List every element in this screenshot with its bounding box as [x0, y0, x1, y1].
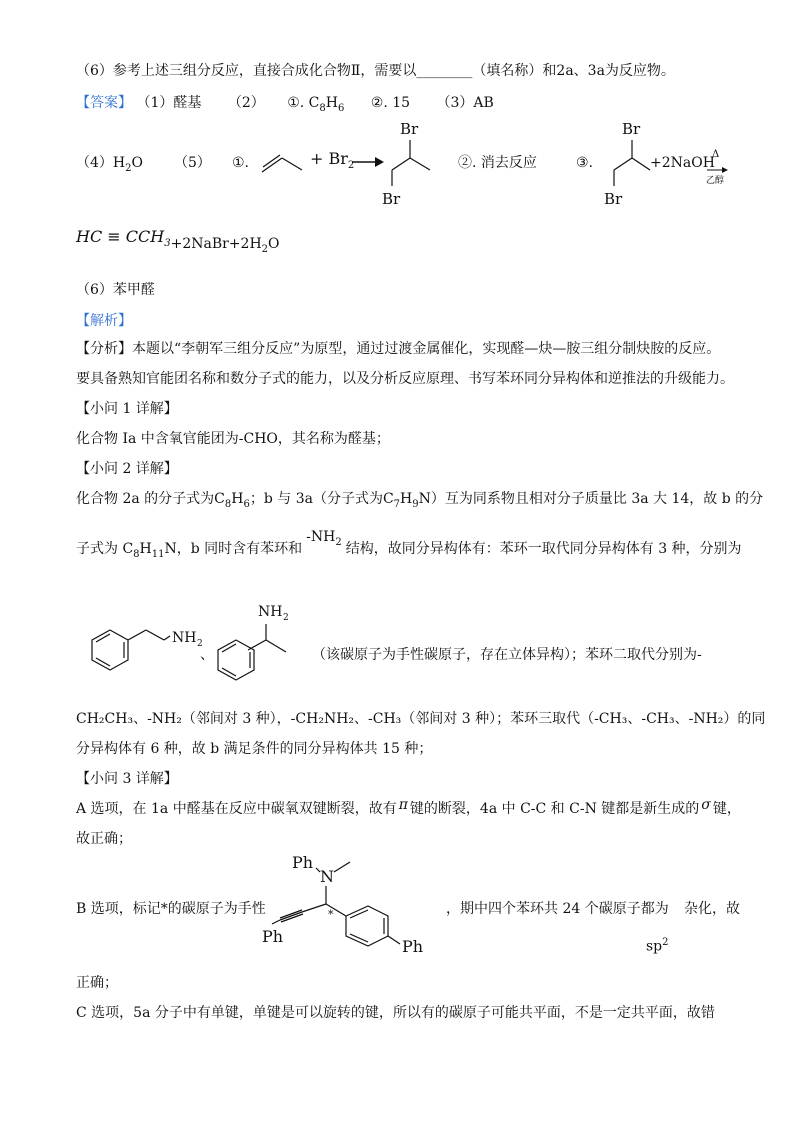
answer-3: （3）AB	[436, 95, 494, 111]
ph-label: Ph	[402, 937, 424, 956]
section-3-b-mid: ，期中四个苯环共 24 个碳原子都为	[446, 901, 669, 917]
nh2-label: NH	[172, 630, 197, 646]
br2-plus: + $Br_2$	[310, 149, 355, 172]
q6-text: （6）参考上述三组分反应，直接合成化合物Ⅱ，需要以	[76, 63, 417, 79]
q6-text-end: （填名称）和2a、3a为反应物。	[472, 63, 675, 79]
answer-line	[76, 94, 494, 118]
section-3-b-correct: 正确；	[76, 975, 118, 991]
section-3-b: B 选项，标记*的碳原子为手性	[76, 901, 266, 917]
section-3-heading: 【小问 3 详解】	[76, 771, 178, 787]
propene-structure	[258, 140, 308, 180]
phenylethylamine-structure	[212, 600, 312, 696]
section-2-text-d: CH₂CH₃、-NH₂（邻间对 3 种），-CH₂NH₂、-CH₃（邻间对 3 种）；苯环三取代（-CH₃、-CH₃、-NH₂）的同	[76, 711, 766, 727]
compound-5a-structure	[262, 850, 442, 960]
dibromopropane-structure-2	[596, 118, 656, 214]
answer-5-iii: ③.	[576, 155, 594, 171]
section-3-b-end: 杂化，故	[684, 901, 740, 917]
ph-label: Ph	[262, 927, 284, 946]
answer-5-label: （5）	[174, 155, 211, 171]
analysis-p2: 要具备熟知官能团名称和数分子式的能力，以及分析反应原理、书写苯环同分异构体和逆推法的升级能力。	[76, 371, 734, 387]
nh2-label: NH	[258, 604, 283, 620]
answer-tag: 【答案】	[76, 95, 132, 111]
br-atom: Br	[622, 120, 641, 138]
section-1-text: 化合物 Ia 中含氧官能团为-CHO，其名称为醛基；	[76, 431, 390, 447]
section-2-text-e: 分异构体有 6 种，故 b 满足条件的同分异构体共 15 种；	[76, 741, 433, 757]
svg-text:2: 2	[283, 613, 289, 623]
dibromopropane-structure	[380, 118, 450, 214]
n-atom: N	[320, 867, 334, 886]
sp2-label: $sp^2$	[646, 937, 669, 955]
answer-1: （1）醛基	[136, 95, 202, 111]
q6-line	[76, 62, 675, 80]
naoh-text: +2NaOH	[650, 155, 715, 171]
list-separator: 、	[200, 647, 214, 663]
answer-5-i: ①.	[232, 155, 250, 171]
analysis-p1: 【分析】本题以“李朝军三组分反应”为原型，通过过渡金属催化，实现醛—炔—胺三组分制炔胺的反应。	[76, 341, 721, 357]
analysis-tag: 【解析】	[76, 313, 132, 329]
section-3-c: C 选项，5a 分子中有单键，单键是可以旋转的键，所以有的碳原子可能共平面，不是一定共平面，故错	[76, 1005, 715, 1021]
section-3-a: A 选项，在 1a 中醛基在反应中碳氧双键断裂，故有 π 键的断裂，4a 中 C-C 和 C-N 键都是新生成的 σ 键，	[76, 797, 741, 817]
answer-2-i: ①. $C_8H_6$	[287, 95, 345, 114]
br-atom: Br	[604, 190, 623, 208]
propyne-product: HC ≡ $CCH_3+2NaBr+2H_2O$	[76, 227, 280, 255]
answer-4-line	[76, 154, 143, 178]
ethanol-condition: 乙醇	[706, 176, 725, 186]
answer-4: $(4)H_2O$	[76, 155, 143, 174]
section-2-text-b: 子式为 $C_8H_{11}N$，b 同时含有苯环和$-NH_2$ 结构，故同分异构体有：苯环一取代同分异构体有 3 种，分别为	[76, 529, 742, 560]
phenethylamine-structure	[70, 610, 220, 690]
chiral-star: *	[328, 908, 334, 921]
answer-5-ii: ②. 消去反应	[458, 155, 537, 171]
br-atom: Br	[400, 120, 419, 138]
heat-symbol: Δ	[712, 149, 720, 160]
br-atom: Br	[382, 190, 401, 208]
section-2-text-a: 化合物 2a 的分子式为$C_8H_6$；b 与 3a（分子式为$C_7H_9N$）互为同系物且相对分子质量比 3a 大 14，故 b 的分	[76, 491, 764, 510]
section-3-a-end: 故正确；	[76, 831, 132, 847]
section-1-heading: 【小问 1 详解】	[76, 401, 178, 417]
section-2-text-c: （该碳原子为手性碳原子，存在立体异构）；苯环二取代分别为-	[312, 647, 702, 663]
ph-label: Ph	[292, 853, 314, 872]
q6-blank: ________	[416, 63, 473, 79]
answer-2-ii: ②. 15	[370, 95, 411, 111]
condition-arrow	[706, 164, 730, 176]
section-2-heading: 【小问 2 详解】	[76, 461, 178, 477]
answer-6: （6）苯甲醛	[76, 282, 155, 298]
svg-text:2: 2	[197, 639, 203, 649]
answer-2-label: （2）	[227, 95, 265, 111]
